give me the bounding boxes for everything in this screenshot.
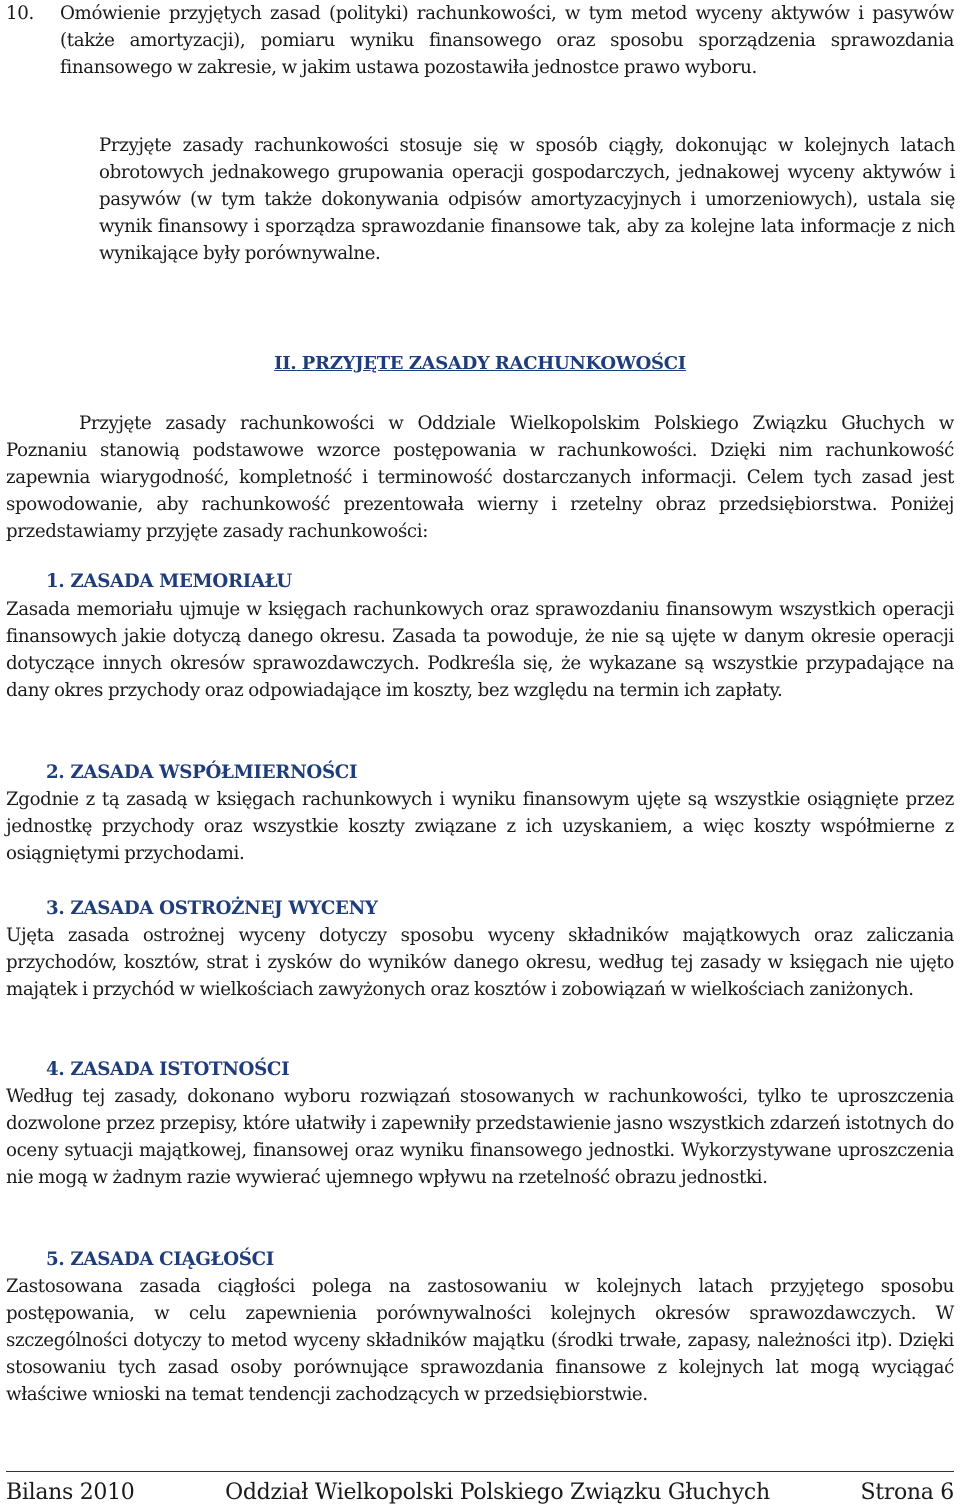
- item-text: Omówienie przyjętych zasad (polityki) rachunkowości, w tym metod wyceny aktywów i pasywów (także amortyzacji), pomiaru wyniku finansowego oraz sposobu sporządzenia sprawozdania finansowego w zakresie, w jakim ustawa pozostawiła jednostce prawo wyboru.: [60, 3, 954, 79]
- footer-divider: [6, 1471, 954, 1472]
- section-intro: Przyjęte zasady rachunkowości w Oddziale Wielkopolskim Polskiego Związku Głuchych w Poznaniu stanowią podstawowe wzorce postępowania w rachunkowości. Dzięki nim rachunkowość zapewnia wiarygodność, kompletność i terminowość dostarczanych informacji. Celem tych zasad jest spowodowanie, aby rachunkowość prezentowała wierny i rzetelny obraz przedsiębiorstwa. Poniżej przedstawiamy przyjęte zasady rachunkowości:: [6, 413, 954, 543]
- section-title: PRZYJĘTE ZASADY RACHUNKOWOŚCI: [301, 353, 686, 374]
- principle-heading: 4. ZASADA ISTOTNOŚCI: [46, 1059, 290, 1080]
- principle-body: Ujęta zasada ostrożnej wyceny dotyczy sposobu wyceny składników majątkowych oraz zaliczania przychodów, kosztów, strat i zysków do wyników danego okresu, według tej zasady w księgach nie ujęto majątek i przychód w wielkościach zawyżonych oraz kosztów i zobowiązań w wielkościach zaniżonych.: [6, 925, 954, 1001]
- principle-body: Zastosowana zasada ciągłości polega na zastosowaniu w kolejnych latach przyjętego sposobu postępowania, w celu zapewnienia porównywalności kolejnych okresów sprawozdawczych. W szczególności dotyczy to metod wyceny składników majątku (środki trwałe, zapasy, należności itp). Dzięki stosowaniu tych zasad osoby porównujące sprawozdania finansowe z kolejnych lat mogą wyciągać właściwe wnioski na temat tendencji zachodzących w przedsiębiorstwie.: [6, 1276, 954, 1406]
- principle-heading: 1. ZASADA MEMORIAŁU: [46, 571, 292, 592]
- section-heading: [0, 350, 960, 377]
- item-number: 10.: [6, 3, 34, 24]
- principle-body: Zgodnie z tą zasadą w księgach rachunkowych i wyniku finansowym ujęte są wszystkie osiągnięte przez jednostkę przychody oraz wszystkie koszty związane z ich uzyskaniem, a więc koszty współmierne z osiągniętymi przychodami.: [6, 789, 954, 865]
- footer-page-number: Strona 6: [860, 1480, 954, 1505]
- principle-heading: 3. ZASADA OSTROŻNEJ WYCENY: [46, 898, 378, 919]
- item-10: [6, 0, 954, 81]
- page-footer: [6, 1478, 954, 1508]
- section-numeral: II.: [274, 353, 297, 374]
- principle-body: Według tej zasady, dokonano wyboru rozwiązań stosowanych w rachunkowości, tylko te uproszczenia dozwolone przez przepisy, które ułatwiły i zapewniły przedstawienie jasno wszystkich zdarzeń istotnych do oceny sytuacji majątkowej, finansowej oraz wyniku finansowego jednostki. Wykorzystywane uproszczenia nie mogą w żadnym razie wywierać ujemnego wpływu na rzetelność obrazu jednostki.: [6, 1086, 954, 1189]
- principle-heading: 5. ZASADA CIĄGŁOŚCI: [46, 1249, 274, 1270]
- continuity-paragraph: Przyjęte zasady rachunkowości stosuje się w sposób ciągły, dokonując w kolejnych latach obrotowych jednakowego grupowania operacji gospodarczych, jednakowej wyceny aktywów i pasywów (w tym także dokonywania odpisów amortyzacyjnych i umorzeniowych), ustala się wynik finansowy i sporządza sprawozdanie finansowe tak, aby za kolejne lata informacje z nich wynikające były porównywalne.: [99, 135, 955, 265]
- principle-heading: 2. ZASADA WSPÓŁMIERNOŚCI: [46, 762, 358, 783]
- footer-center: Oddział Wielkopolski Polskiego Związku Głuchych: [225, 1480, 770, 1505]
- footer-left: Bilans 2010: [6, 1480, 135, 1505]
- principle-body: Zasada memoriału ujmuje w księgach rachunkowych oraz sprawozdaniu finansowym wszystkich operacji finansowych jakie dotyczą danego okresu. Zasada ta powoduje, że nie są ujęte w danym okresie operacji dotyczące innych okresów sprawozdawczych. Podkreśla się, że wykazane są wszystkie przypadające na dany okres przychody oraz odpowiadające im koszty, bez względu na termin ich zapłaty.: [6, 599, 954, 702]
